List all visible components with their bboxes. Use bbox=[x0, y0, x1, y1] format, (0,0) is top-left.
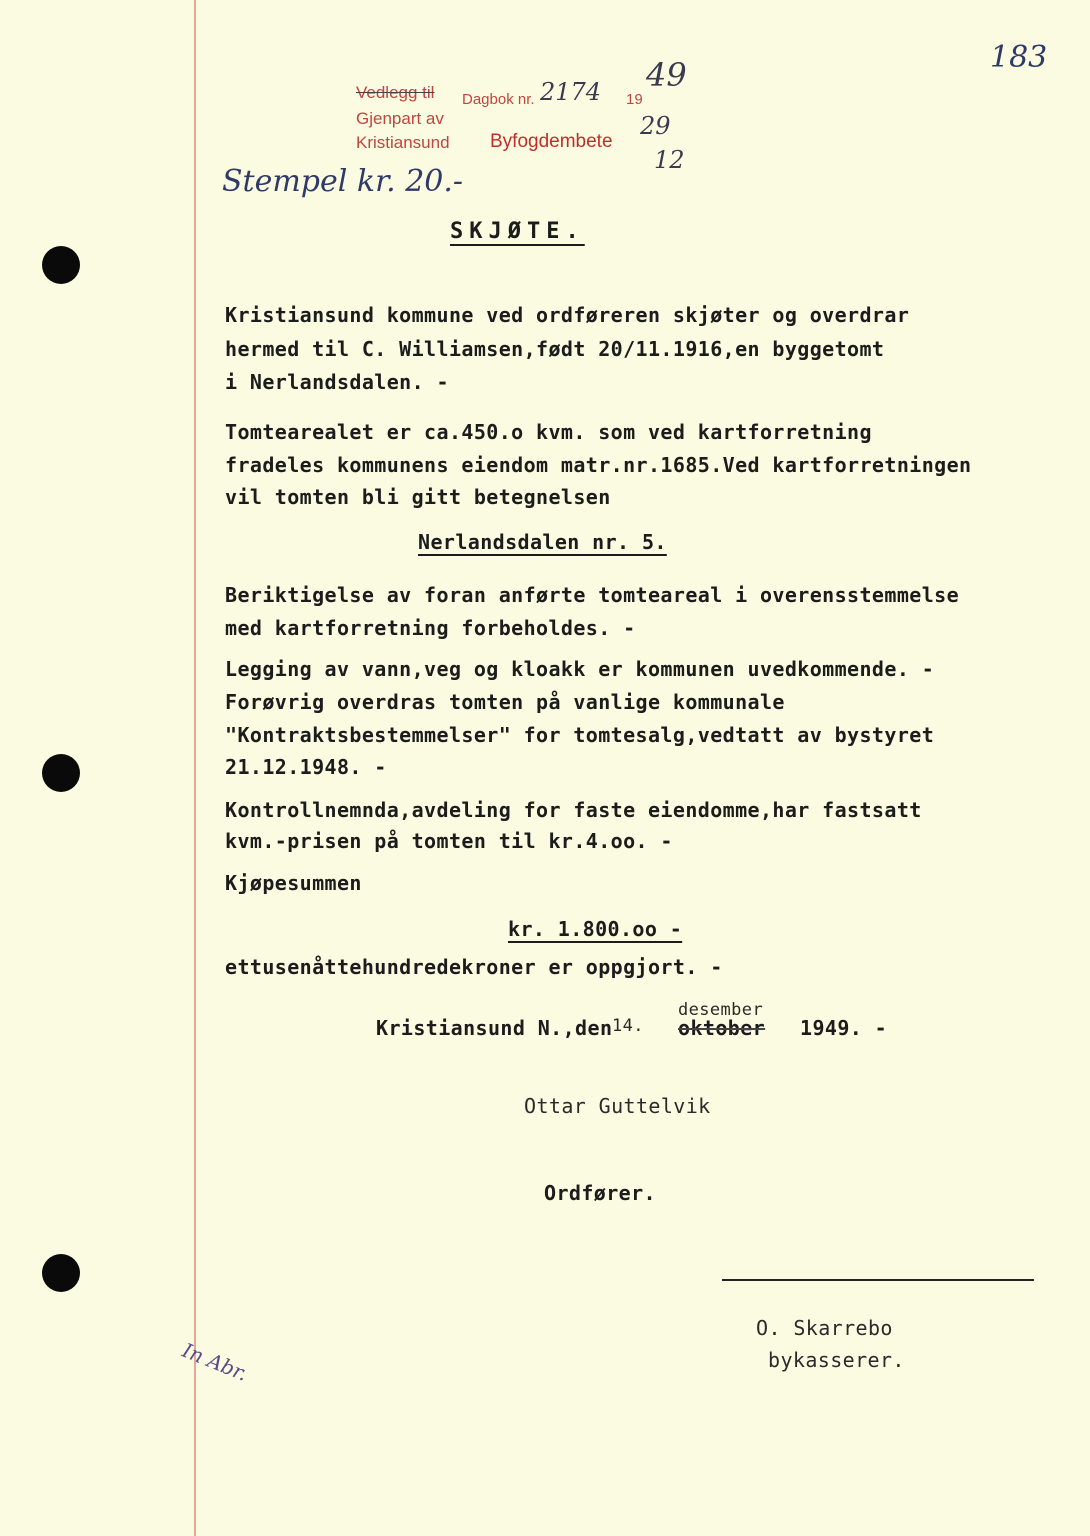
para1-line3: i Nerlandsdalen. - bbox=[225, 370, 449, 394]
para1-line1: Kristiansund kommune ved ordføreren skjøter og overdrar bbox=[225, 303, 910, 327]
para5-line2: kvm.-prisen på tomten til kr.4.oo. - bbox=[225, 829, 673, 853]
punch-hole-bottom bbox=[42, 1254, 80, 1292]
para2-line1: Tomtearealet er ca.450.o kvm. som ved kartforretning bbox=[225, 420, 872, 444]
dateline-year: 1949. - bbox=[800, 1016, 888, 1040]
dateline-month-struck: oktober bbox=[678, 1016, 766, 1040]
stamp-year-print: 19 bbox=[626, 91, 643, 108]
document-title: SKJØTE. bbox=[450, 219, 585, 244]
stamp-byfogdembete: Byfogdembete bbox=[490, 131, 613, 152]
punch-hole-top bbox=[42, 246, 80, 284]
margin-rule bbox=[194, 0, 196, 1536]
stamp-date-day: 29 bbox=[640, 112, 671, 140]
para2-line2: fradeles kommunens eiendom matr.nr.1685.Ved kartforretningen bbox=[225, 453, 972, 477]
margin-note: In Abr. bbox=[179, 1338, 252, 1386]
stamp-vedlegg-struck: Vedlegg til bbox=[356, 83, 435, 102]
para4-line2: Forøvrig overdras tomten på vanlige kommunale bbox=[225, 690, 785, 714]
property-designation: Nerlandsdalen nr. 5. bbox=[418, 530, 667, 554]
stamp-year-hand: 49 bbox=[646, 56, 687, 94]
cashier-title: bykasserer. bbox=[768, 1348, 905, 1372]
page-number: 183 bbox=[990, 40, 1048, 75]
dateline-month-inserted: desember bbox=[678, 1000, 764, 1020]
stamp-kristiansund: Kristiansund bbox=[356, 133, 450, 152]
mayor-name: Ottar Guttelvik bbox=[524, 1094, 711, 1118]
para4-line1: Legging av vann,veg og kloakk er kommunen uvedkommende. - bbox=[225, 657, 935, 681]
para3-line1: Beriktigelse av foran anførte tomteareal i overensstemmelse bbox=[225, 583, 960, 607]
purchase-amount: kr. 1.800.oo - bbox=[508, 917, 683, 941]
para4-line3: "Kontraktsbestemmelser" for tomtesalg,vedtatt av bystyret bbox=[225, 723, 935, 747]
stempel-note: Stempel kr. 20.- bbox=[222, 164, 464, 199]
stamp-dagbok-label: Dagbok nr. bbox=[462, 91, 535, 108]
para1-line2: hermed til C. Williamsen,født 20/11.1916,en byggetomt bbox=[225, 337, 885, 361]
cashier-signature-line bbox=[722, 1279, 1034, 1281]
dateline-day: 14. bbox=[612, 1016, 644, 1036]
para4-line4: 21.12.1948. - bbox=[225, 755, 387, 779]
stamp-dagbok-number: 2174 bbox=[540, 78, 602, 106]
stamp-gjenpart: Gjenpart av bbox=[356, 109, 444, 128]
punch-hole-middle bbox=[42, 754, 80, 792]
cashier-name: O. Skarrebo bbox=[756, 1316, 893, 1340]
para3-line2: med kartforretning forbeholdes. - bbox=[225, 616, 636, 640]
para2-line3: vil tomten bli gitt betegnelsen bbox=[225, 485, 611, 509]
mayor-title: Ordfører. bbox=[544, 1181, 656, 1205]
para6-line1: Kjøpesummen bbox=[225, 871, 362, 895]
stamp-date-month: 12 bbox=[654, 146, 685, 174]
para5-line1: Kontrollnemnda,avdeling for faste eiendomme,har fastsatt bbox=[225, 798, 922, 822]
dateline-prefix: Kristiansund N.,den bbox=[376, 1016, 613, 1040]
amount-in-words: ettusenåttehundredekroner er oppgjort. - bbox=[225, 955, 723, 979]
